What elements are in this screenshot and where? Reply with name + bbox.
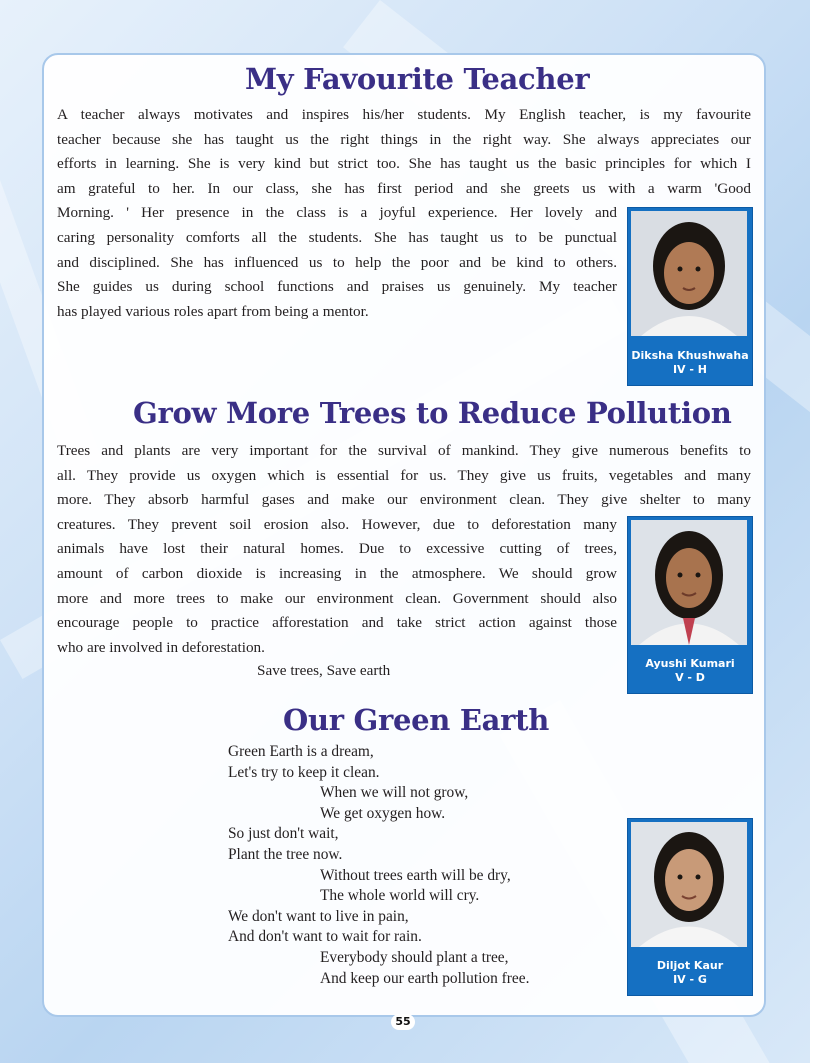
paragraph-line: who are involved in deforestation. — [57, 638, 265, 656]
paragraph-line: all. They provide us oxygen which is essential for us. They give us fruits, vegetables and many — [57, 466, 751, 484]
paragraph-line: teacher because she has taught us the right things in the right way. She always appreciates our — [57, 130, 751, 148]
student-photo — [631, 520, 747, 645]
paragraph-line: more and more trees to make our environment clean. Government should also — [57, 589, 617, 607]
author-class: V - D — [675, 671, 705, 684]
poem-line: When we will not grow, — [320, 784, 469, 802]
student-portrait-icon — [631, 211, 747, 336]
author-class: IV - G — [673, 973, 707, 986]
paragraph-line: caring personality comforts all the students. She has taught us to be punctual — [57, 228, 617, 246]
page-number: 55 — [391, 1014, 415, 1030]
section-title-teacher: My Favourite Teacher — [245, 62, 590, 96]
student-portrait-icon — [631, 822, 747, 947]
paragraph-line: creatures. They prevent soil erosion also. However, due to deforestation many — [57, 515, 617, 533]
paragraph-line: and disciplined. She has influenced us to help the poor and be kind to others. — [57, 253, 617, 271]
paragraph-line: am grateful to her. In our class, she has first period and she greets us with a warm 'Good — [57, 179, 751, 197]
poem-line: We get oxygen how. — [320, 804, 446, 822]
paragraph-line: more. They absorb harmful gases and make our environment clean. They give shelter to many — [57, 491, 751, 509]
section-title-earth: Our Green Earth — [283, 703, 550, 737]
author-name: Ayushi Kumari — [645, 657, 735, 670]
paragraph-line: has played various roles apart from being a mentor. — [57, 302, 369, 320]
poem-line: And don't want to wait for rain. — [228, 928, 422, 946]
author-card-1 — [627, 207, 753, 386]
poem-line: Let's try to keep it clean. — [228, 763, 380, 781]
poem-line: We don't want to live in pain, — [228, 907, 409, 925]
poem-line: Everybody should plant a tree, — [320, 948, 509, 966]
author-name: Diljot Kaur — [656, 959, 724, 972]
poem-line: Plant the tree now. — [228, 845, 343, 863]
author-name: Diksha Khushwaha — [631, 349, 749, 362]
section-title-trees: Grow More Trees to Reduce Pollution — [133, 396, 732, 430]
paragraph-line: amount of carbon dioxide is increasing in the atmosphere. We should grow — [57, 564, 617, 582]
student-portrait-icon — [631, 520, 747, 645]
author-class: IV - H — [672, 363, 708, 376]
author-card-2 — [627, 516, 753, 694]
paragraph-line: encourage people to practice afforestation and take strict action against those — [57, 614, 617, 632]
poem-line: The whole world will cry. — [320, 887, 480, 905]
paragraph-line: Morning. ' Her presence in the class is a joyful experience. Her lovely and — [57, 204, 617, 222]
author-card-3 — [627, 818, 753, 996]
paragraph-line: efforts in learning. She is very kind but strict too. She has taught us the basic principles for which I — [57, 155, 751, 173]
poem-line: And keep our earth pollution free. — [320, 969, 530, 987]
paragraph-line: A teacher always motivates and inspires his/her students. My English teacher, is my favourite — [57, 106, 751, 123]
paragraph-line: animals have lost their natural homes. Due to excessive cutting of trees, — [57, 540, 617, 558]
poem-line: Without trees earth will be dry, — [320, 866, 511, 884]
poem-line: So just don't wait, — [228, 825, 339, 843]
paragraph-line: She guides us during school functions and praises us genuinely. My teacher — [57, 278, 617, 296]
poem — [228, 742, 529, 989]
student-photo — [631, 822, 747, 947]
poem-line: Green Earth is a dream, — [228, 743, 374, 760]
paragraph-line: Trees and plants are very important for the survival of mankind. They give numerous benefits to — [57, 442, 751, 459]
slogan: Save trees, Save earth — [257, 662, 391, 679]
student-photo — [631, 211, 747, 336]
